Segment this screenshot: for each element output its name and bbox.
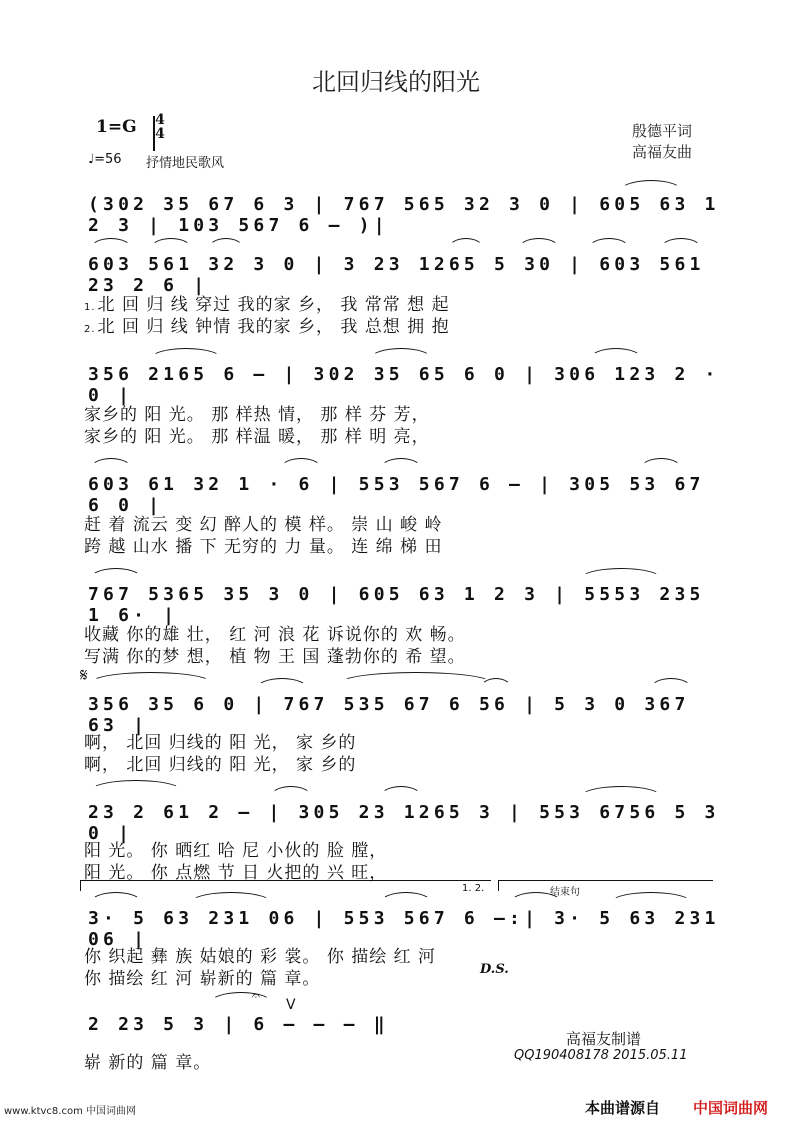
lyric-line-verse-1: 你 织起 彝 族 姑娘的 彩 裳。 你 描绘 红 河 [84, 947, 437, 967]
segno-sign: 𝄋 [80, 665, 88, 686]
lyric-line-verse-1: 阳 光。 你 晒红 哈 尼 小伙的 脸 膛， [84, 841, 388, 861]
score-line-6 [80, 686, 720, 736]
notation-line: 2 23 5 3 | 6 – – – ‖ [88, 1014, 389, 1035]
slur [590, 348, 642, 359]
key-signature: 1=G [96, 117, 137, 137]
slur [580, 786, 662, 797]
notation-line: 356 2165 6 – | 302 35 65 6 0 | 306 123 2 · 0 | [88, 364, 720, 406]
slur [150, 348, 222, 359]
performance-style: 抒情地民歌风 [146, 156, 225, 171]
notation-line: 603 61 32 1 · 6 | 553 567 6 – | 305 53 67 6 0 | [88, 474, 705, 516]
copyist-credit: 高福友制谱 [566, 1030, 642, 1048]
slur [208, 238, 244, 249]
slur [90, 780, 182, 791]
lyric-line-verse-2: 你 描绘 红 河 崭新的 篇 章。 [84, 969, 321, 989]
verse-number: 2. [84, 324, 96, 335]
lyricist-credit: 殷德平词 [632, 122, 693, 140]
lyric-line-verse-1: 收藏 你的雄 壮， 红 河 浪 花 诉说你的 欢 畅。 [84, 625, 466, 645]
time-sig-divider [153, 116, 155, 151]
slur [90, 892, 142, 903]
slur [620, 180, 682, 191]
footer-site-link[interactable]: 中国词曲网 [693, 1099, 769, 1117]
time-sig-bottom: 4 [155, 126, 165, 142]
slur [150, 238, 192, 249]
contact-info: QQ190408178 2015.05.11 [514, 1048, 688, 1063]
time-signature [153, 113, 167, 141]
score-line-7 [80, 794, 720, 844]
lyric-line-verse-1: 赶 着 流云 变 幻 醉人的 模 样。 崇 山 峻 岭 [84, 515, 443, 535]
slur [660, 238, 702, 249]
slur [90, 458, 132, 469]
lyric-line-verse-1: 啊， 北回 归线的 阳 光， 家 乡的 [84, 733, 357, 753]
time-sig-top: 4 [155, 112, 165, 128]
tempo-mark: ♩=56 [88, 152, 122, 167]
slur [90, 238, 132, 249]
score-line-9 [80, 1006, 500, 1050]
lyric-text: 北 回 归 线 钟情 我的家 乡， 我 总想 拥 抱 [97, 317, 450, 337]
slur [280, 458, 322, 469]
slur [610, 892, 692, 903]
composer-credit: 高福友曲 [632, 143, 693, 161]
notation-line: 603 561 32 3 0 | 3 23 1265 5 30 | 603 561 23 2 6 | [88, 254, 705, 296]
slur [370, 348, 432, 359]
slur [90, 672, 212, 683]
slur [380, 458, 422, 469]
slur [650, 678, 692, 689]
volta-1-label: 1. 2. [462, 883, 485, 894]
score-line-4 [80, 466, 720, 516]
slur [340, 672, 492, 683]
notation-line: 356 35 6 0 | 767 535 67 6 56 | 5 3 0 367 63 | [88, 694, 690, 736]
slur [380, 892, 432, 903]
verse-number: 1. [84, 302, 96, 313]
lyric-line-verse-2 [84, 312, 450, 337]
score-line-2 [80, 246, 720, 296]
lyric-line-verse-2: 啊， 北回 归线的 阳 光， 家 乡的 [84, 755, 357, 775]
lyric-line-verse-2: 阳 光。 你 点燃 节 日 火把的 兴 旺， [84, 863, 388, 883]
breath-mark: V [286, 997, 296, 1013]
footer-url[interactable]: www.ktvc8.com 中国词曲网 [4, 1106, 137, 1117]
volta-bracket-1 [80, 880, 491, 891]
notation-line: (302 35 67 6 3 | 767 565 32 3 0 | 605 63 1 2 3 | 103 567 6 – )| [88, 194, 720, 236]
score-line-3 [80, 356, 720, 406]
volta-2-label: 结束句 [550, 887, 580, 898]
slur [256, 678, 308, 689]
slur [190, 892, 272, 903]
notation-line: 23 2 61 2 – | 305 23 1265 3 | 553 6756 5 3 0 | [88, 802, 720, 844]
slur [588, 238, 630, 249]
song-title: 北回归线的阳光 [312, 68, 480, 96]
slur [580, 568, 662, 579]
lyric-line-verse-2: 写满 你的梦 想， 植 物 王 国 蓬勃你的 希 望。 [84, 647, 466, 667]
lyric-line-verse-2: 跨 越 山水 播 下 无穷的 力 量。 连 绵 梯 田 [84, 537, 443, 557]
footer-source-note: 本曲谱源自 [585, 1099, 661, 1117]
slur [380, 786, 422, 797]
score-line-1 [80, 186, 720, 236]
notation-line: 767 5365 35 3 0 | 605 63 1 2 3 | 5553 235 1 6· | [88, 584, 705, 626]
score-line-5 [80, 576, 720, 626]
slur [90, 568, 142, 579]
notation-line: 3· 5 63 231 06 | 553 567 6 –:| 3· 5 63 231 06 | [88, 908, 720, 950]
lyric-text: 北 回 归 线 穿过 我的家 乡， 我 常常 想 起 [97, 295, 450, 315]
slur [480, 678, 512, 689]
lyric-line-verse-1: 家乡的 阳 光。 那 样热 情， 那 样 芬 芳， [84, 405, 430, 425]
dal-segno-mark: D.S. [480, 962, 509, 977]
slur [448, 238, 484, 249]
volta-bracket-2 [498, 880, 713, 891]
score-line-8 [80, 900, 720, 950]
slur [518, 238, 560, 249]
lyric-line-verse-2: 家乡的 阳 光。 那 样温 暖， 那 样 明 亮， [84, 427, 430, 447]
slur [270, 786, 312, 797]
slur [210, 992, 272, 1003]
lyric-line-verse-1: 崭 新的 篇 章。 [84, 1053, 212, 1073]
fermata-sign: 𝄐 [252, 988, 260, 1004]
slur [640, 458, 682, 469]
